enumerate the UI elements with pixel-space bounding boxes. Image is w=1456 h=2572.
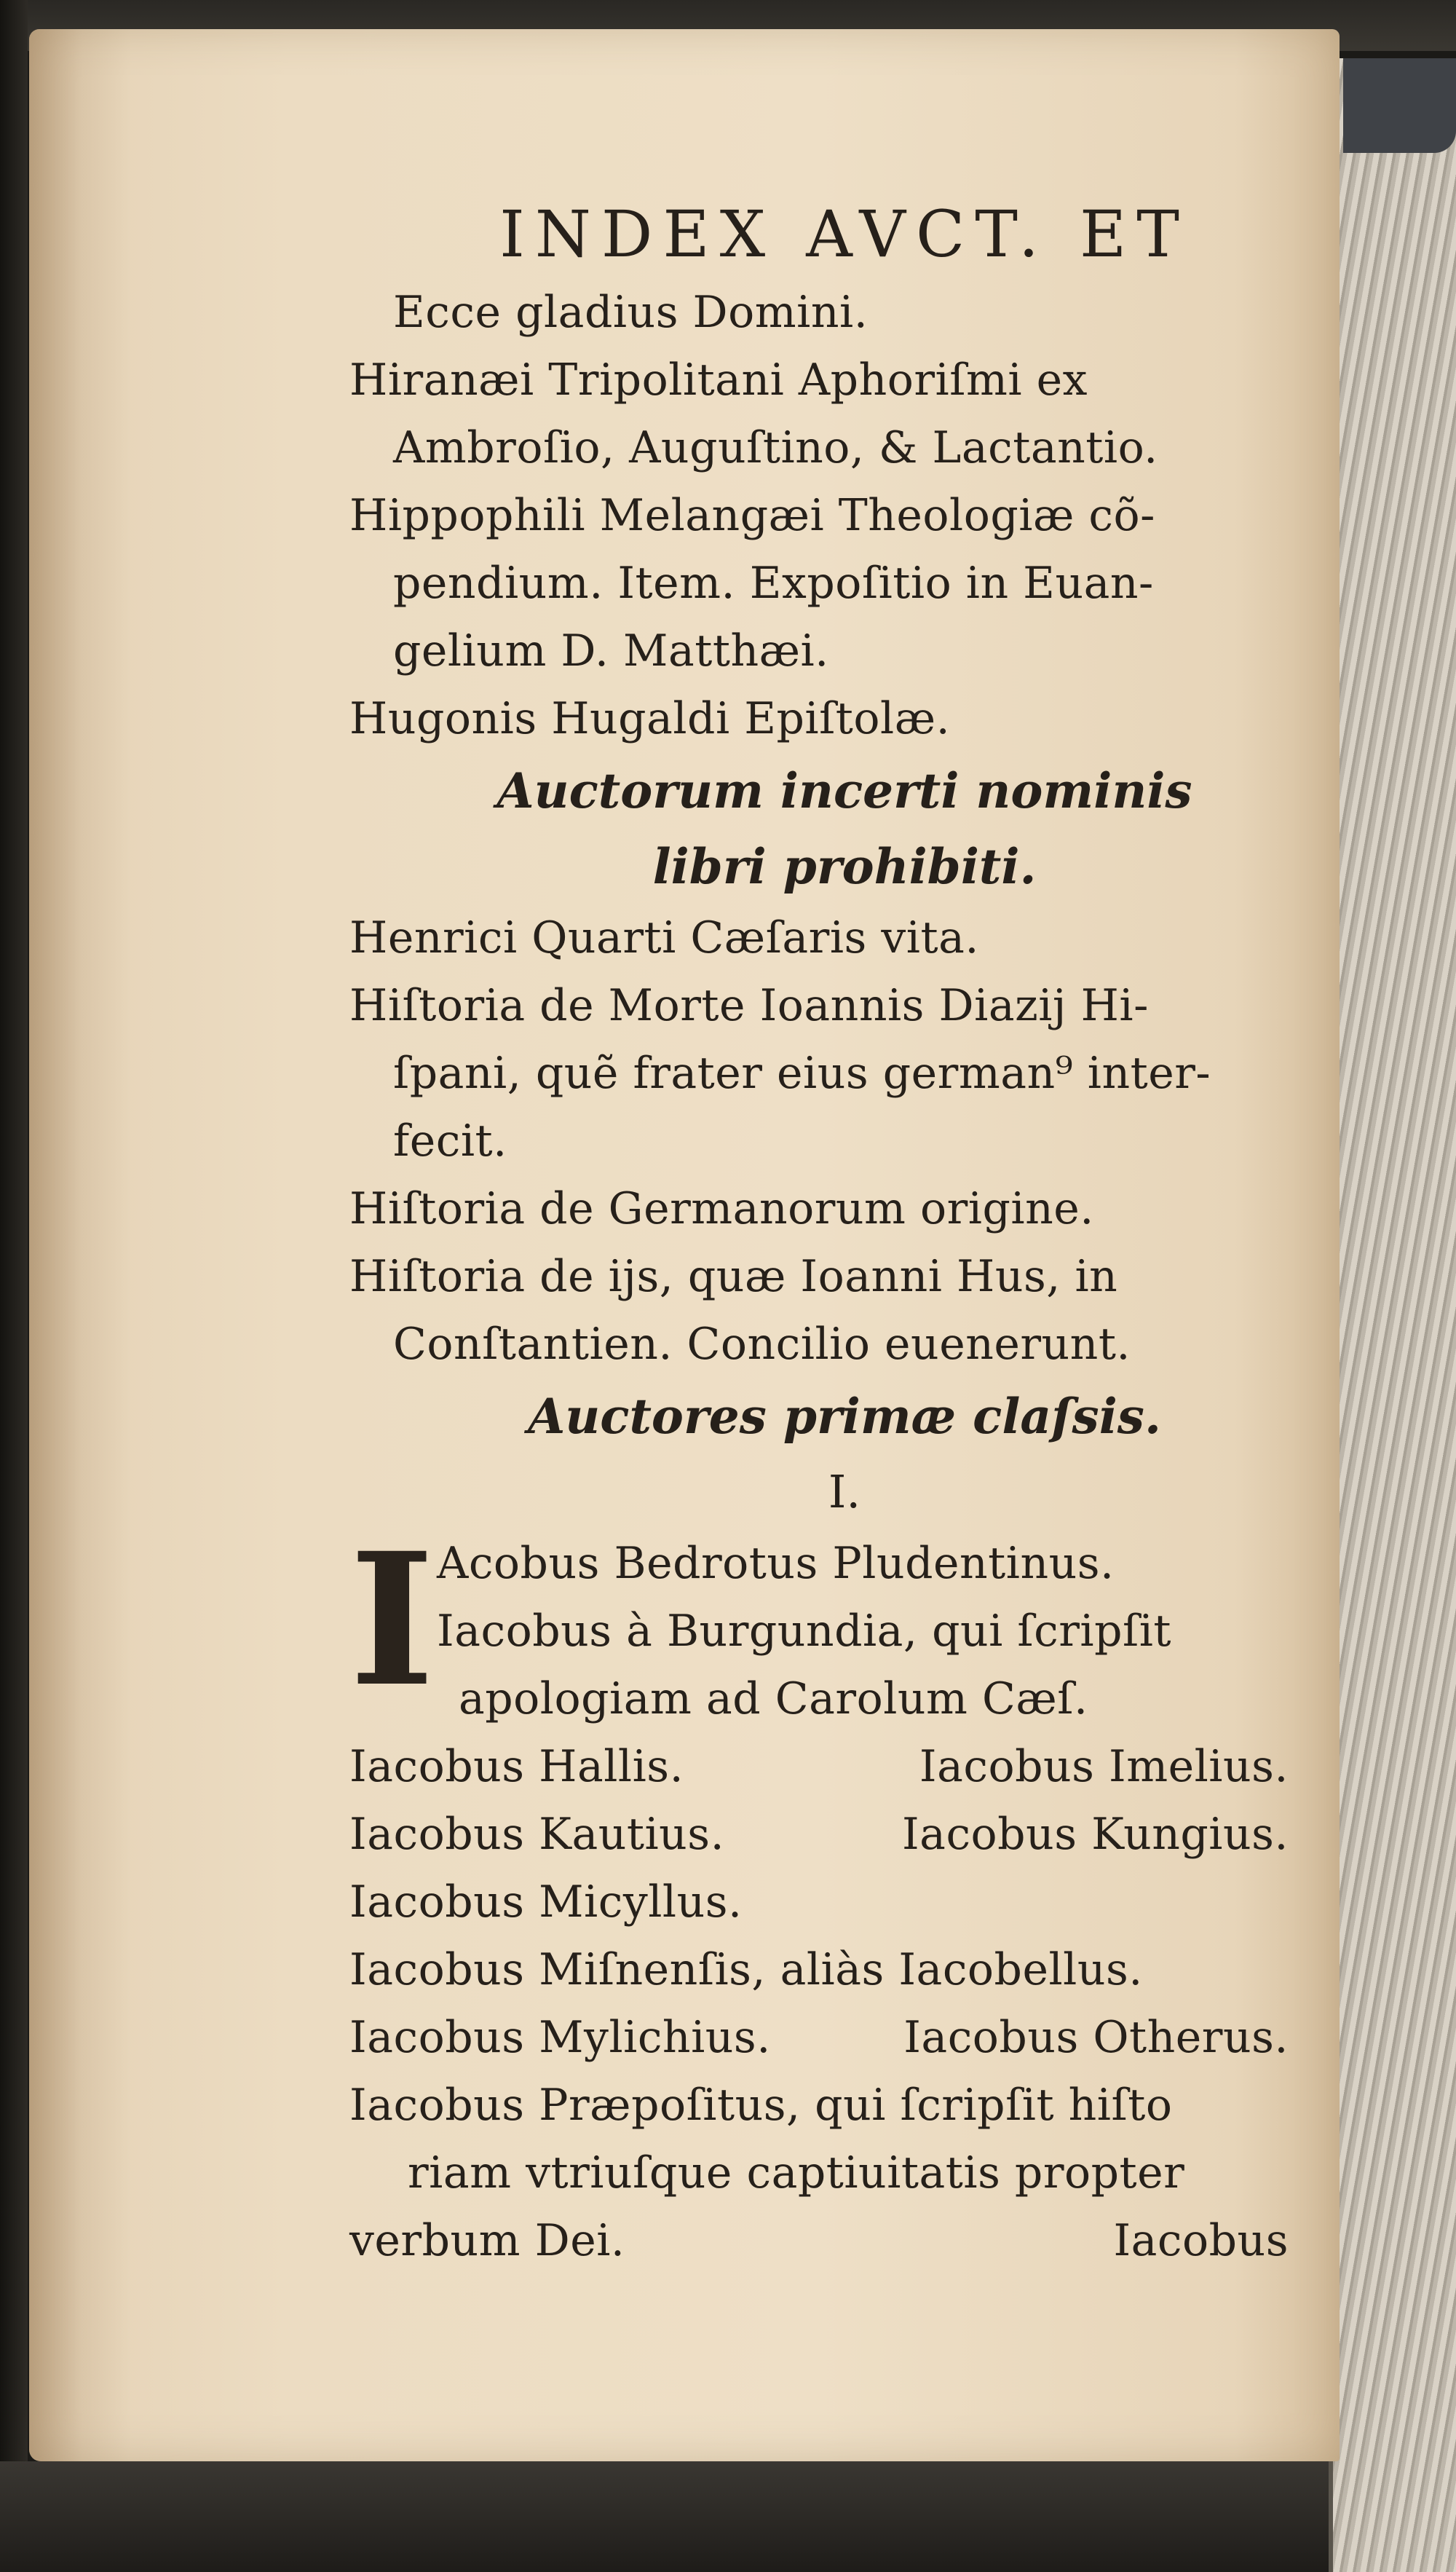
entry-line: Iacobus à Burgundia, qui ſcripſit bbox=[437, 1606, 1171, 1657]
section-heading-incerti-line-2: libri prohibiti. bbox=[652, 838, 1037, 895]
running-head: INDEX AVCT. ET bbox=[499, 197, 1190, 272]
entry-right: Iacobus Otherus. bbox=[903, 2012, 1289, 2063]
entry-line: Acobus Bedrotus Pludentinus. bbox=[437, 1538, 1115, 1589]
entry-row bbox=[349, 2072, 1310, 2139]
adjacent-page-edge bbox=[1329, 58, 1456, 2572]
section-numeral: I. bbox=[828, 1465, 861, 1518]
entry-line: Hippophili Melangæi Theologiæ cõ- bbox=[349, 490, 1155, 541]
entry-line: Hiſtoria de Morte Ioannis Diazij Hi- bbox=[349, 980, 1149, 1031]
entry-line: Ecce gladius Domini. bbox=[393, 287, 869, 338]
entry-line: apologiam ad Carolum Cæſ. bbox=[459, 1673, 1088, 1724]
entry-right: Iacobus Kungius. bbox=[901, 1809, 1289, 1860]
entry-left: riam vtriuſque captiuitatis propter bbox=[408, 2147, 1185, 2198]
entry-right: Iacobus Imelius. bbox=[919, 1741, 1289, 1792]
entry-row bbox=[349, 1869, 1310, 1936]
page-gutter-shadow bbox=[29, 29, 131, 2461]
entries-primae bbox=[349, 1733, 1310, 2275]
adjacent-page-corner bbox=[1343, 58, 1456, 153]
entry-line: ſpani, quẽ frater eius german⁹ inter- bbox=[393, 1048, 1211, 1099]
entry-left: Iacobus Kautius. bbox=[349, 1809, 725, 1860]
entry-left: verbum Dei. bbox=[349, 2215, 625, 2266]
entries-top bbox=[349, 279, 1310, 753]
entry-row bbox=[349, 2207, 1310, 2275]
entry-line: Hiranæi Tripolitani Aphoriſmi ex bbox=[349, 355, 1088, 406]
entry-row bbox=[349, 2139, 1310, 2207]
entry-left: Iacobus Mylichius. bbox=[349, 2012, 771, 2063]
entry-left: Iacobus Miſnenſis, aliàs Iacobellus. bbox=[349, 1944, 1143, 1995]
entry-line: Henrici Quarti Cæſaris vita. bbox=[349, 912, 979, 963]
entry-left: Iacobus Præpoſitus, qui ſcripſit hiſto bbox=[349, 2080, 1173, 2131]
page-text bbox=[349, 197, 1310, 2275]
dropcap-paragraph bbox=[349, 1512, 1310, 1733]
dropcap-letter: I bbox=[349, 1512, 435, 1727]
entry-row bbox=[349, 1801, 1310, 1869]
entry-line: gelium D. Matthæi. bbox=[393, 626, 829, 676]
entry-line: fecit. bbox=[393, 1116, 507, 1167]
entries-incerti bbox=[349, 904, 1310, 1378]
entry-row bbox=[349, 1936, 1310, 2004]
entry-row bbox=[349, 1733, 1310, 1801]
entry-line: Hugonis Hugaldi Epiſtolæ. bbox=[349, 693, 951, 744]
book-bottom-edge bbox=[0, 2461, 1329, 2572]
section-heading-primae: Auctores primæ claſsis. bbox=[528, 1388, 1161, 1445]
entry-line: Hiſtoria de ijs, quæ Ioanni Hus, in bbox=[349, 1251, 1118, 1302]
entry-line: Hiſtoria de Germanorum origine. bbox=[349, 1183, 1094, 1234]
section-heading-incerti-line-1: Auctorum incerti nominis bbox=[496, 762, 1192, 819]
entry-left: Iacobus Micyllus. bbox=[349, 1877, 743, 1928]
entry-line: Conſtantien. Concilio euenerunt. bbox=[393, 1319, 1131, 1370]
entry-left: Iacobus Hallis. bbox=[349, 1741, 684, 1792]
entry-row bbox=[349, 2004, 1310, 2072]
entry-line: Ambroſio, Auguſtino, & Lactantio. bbox=[393, 422, 1158, 473]
entry-line: pendium. Item. Expoſitio in Euan- bbox=[393, 558, 1154, 609]
book-spine bbox=[0, 0, 28, 2572]
catchword: Iacobus bbox=[1113, 2215, 1289, 2266]
